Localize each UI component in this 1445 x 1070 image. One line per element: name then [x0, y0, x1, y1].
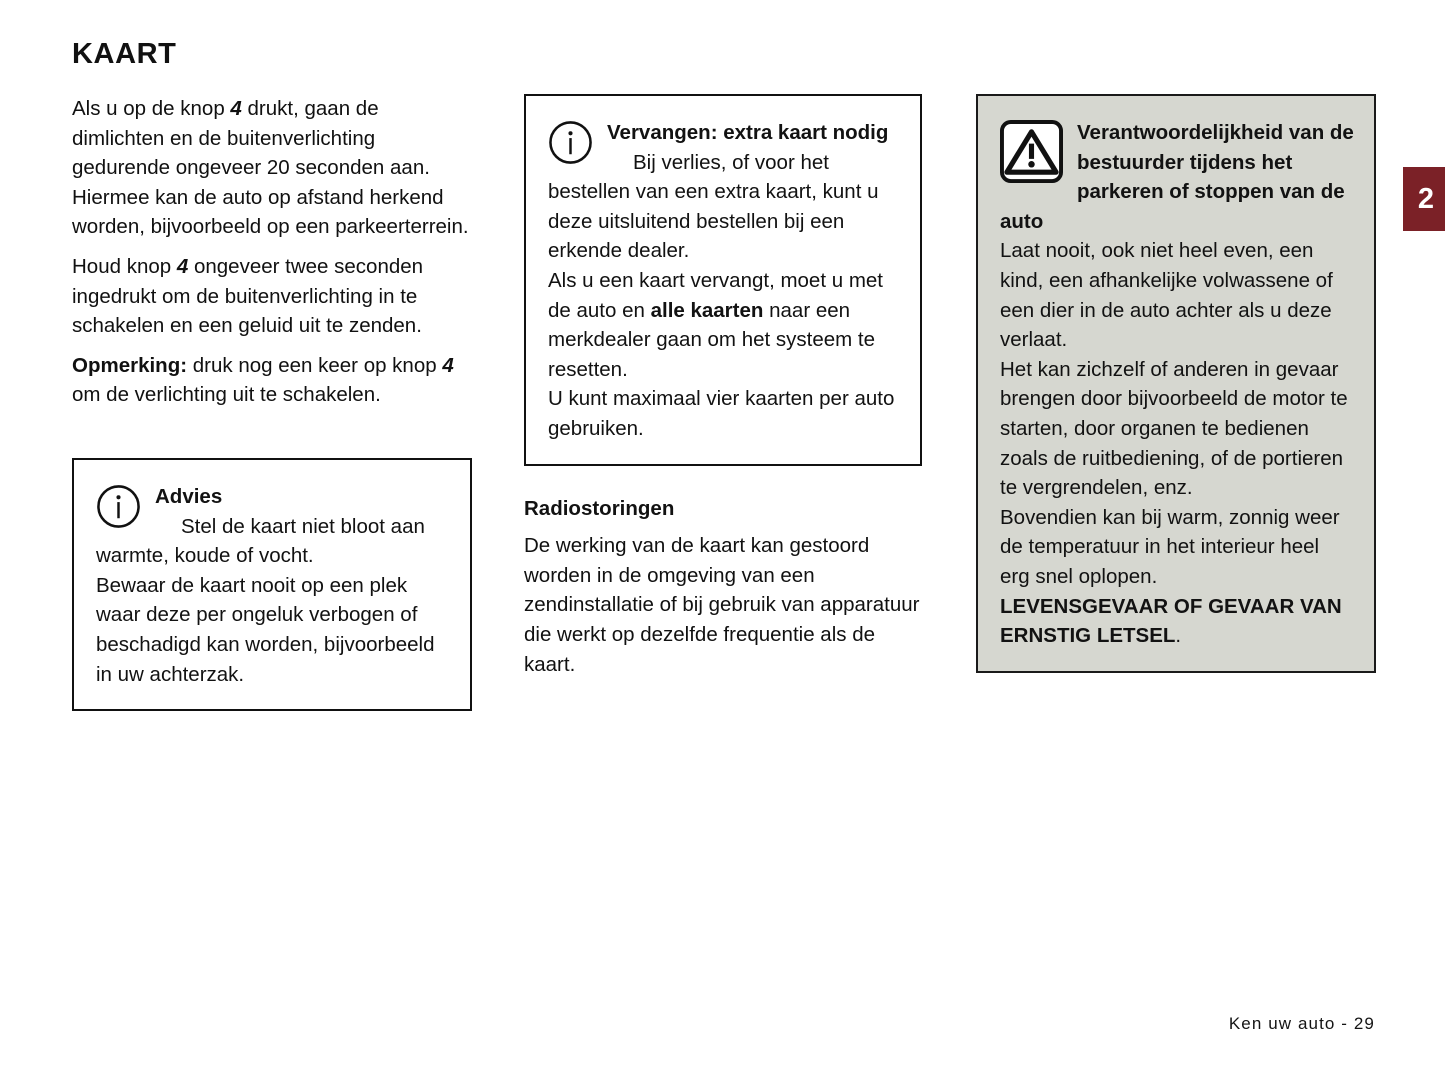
replacement-body-3: U kunt maximaal vier kaarten per auto gebruiken. [548, 387, 895, 440]
spacer [72, 420, 472, 458]
replacement-body-2-bold: alle kaarten [650, 298, 764, 322]
warning-emphasis: LEVENSGEVAAR OF GEVAAR VAN ERNSTIG LETSEL [1000, 594, 1342, 648]
paragraph-2-text-b: ongeveer twee seconden ingedrukt om de buitenverlichting in te schakelen en een geluid uit te zenden. [72, 254, 424, 338]
warning-body-2: Het kan zichzelf of anderen in gevaar brengen door bijvoorbeeld de motor te starten, door organen te bedienen zoals de ruitbediening, of de portieren te vergrendelen, enz. [1000, 357, 1348, 500]
left-column [72, 94, 472, 711]
replacement-note-box [524, 94, 922, 466]
page-footer: Ken uw auto - 29 [1228, 1014, 1375, 1033]
paragraph-1-text-a: Als u op de knop [72, 97, 231, 120]
warning-body-4 [1000, 592, 1354, 651]
note-label: Opmerking: [72, 353, 188, 377]
driver-responsibility-warning-box [976, 94, 1376, 673]
warning-triangle-icon [1000, 120, 1063, 188]
paragraph-2-text-a: Houd knop [72, 254, 177, 278]
spacer [524, 466, 922, 494]
radio-interference-body: De werking van de kaart kan gestoord worden in de omgeving van een zendinstallatie of bij gebruik van apparatuur die werkt op dezelfde frequentie als de kaart. [524, 534, 920, 676]
paragraph-3-text-b: om de verlichting uit te schakelen. [72, 383, 381, 407]
paragraph-hold-button [72, 252, 472, 341]
replacement-body-2-a: Als u een kaart vervangt, moet u met de auto en [548, 268, 883, 322]
chapter-tab-number: 2 [1417, 182, 1435, 215]
right-column [976, 94, 1376, 673]
warning-body-1: Laat nooit, ook niet heel even, een kind, een afhankelijke volwassene of een dier in de auto achter als u deze verlaat. [1000, 239, 1333, 352]
replacement-body-1: Bij verlies, of voor het bestellen van een extra kaart, kunt u deze uitsluitend bestellen bij een erkende dealer. [548, 150, 879, 263]
warning-title: Verantwoordelijkheid van de bestuurder tijdens het parkeren of stoppen van de auto [1000, 121, 1354, 233]
replacement-body-2 [548, 266, 900, 384]
radio-interference-heading: Radiostoringen [524, 496, 675, 520]
page-title: KAART [72, 38, 177, 70]
info-icon [548, 120, 593, 170]
chapter-tab [1403, 167, 1445, 231]
advice-body-2: Bewaar de kaart nooit op een plek waar deze per ongeluk verbogen of beschadigd kan worden, bijvoorbeeld in uw achterzak. [96, 573, 435, 686]
paragraph-1-text-b: drukt, gaan de dimlichten en de buitenverlichting gedurende ongeveer 20 seconden aan. Hiermee kan de auto op afstand herkend worden, bijvoorbeeld op een parkeerterrein. [72, 97, 469, 239]
replacement-body-2-b: naar een merkdealer gaan om het systeem te resetten. [548, 298, 876, 381]
advice-body-1: Stel de kaart niet bloot aan warmte, koude of vocht. [96, 514, 425, 568]
advice-title: Advies [155, 484, 223, 508]
button-number-4: 4 [442, 353, 454, 377]
paragraph-note [72, 351, 472, 410]
warning-emphasis-tail: . [1175, 624, 1182, 648]
paragraph-3-text-a: druk nog een keer op knop [187, 353, 443, 377]
paragraph-remote-light [72, 94, 472, 242]
replacement-title: Vervangen: extra kaart nodig [607, 121, 889, 144]
button-number-4: 4 [230, 97, 242, 120]
warning-body-3: Bovendien kan bij warm, zonnig weer de temperatuur in het interieur heel erg snel oplopen. [1000, 505, 1340, 588]
advice-note-box [72, 458, 472, 711]
button-number-4: 4 [176, 254, 189, 278]
middle-column [524, 94, 922, 679]
info-icon [96, 484, 141, 534]
